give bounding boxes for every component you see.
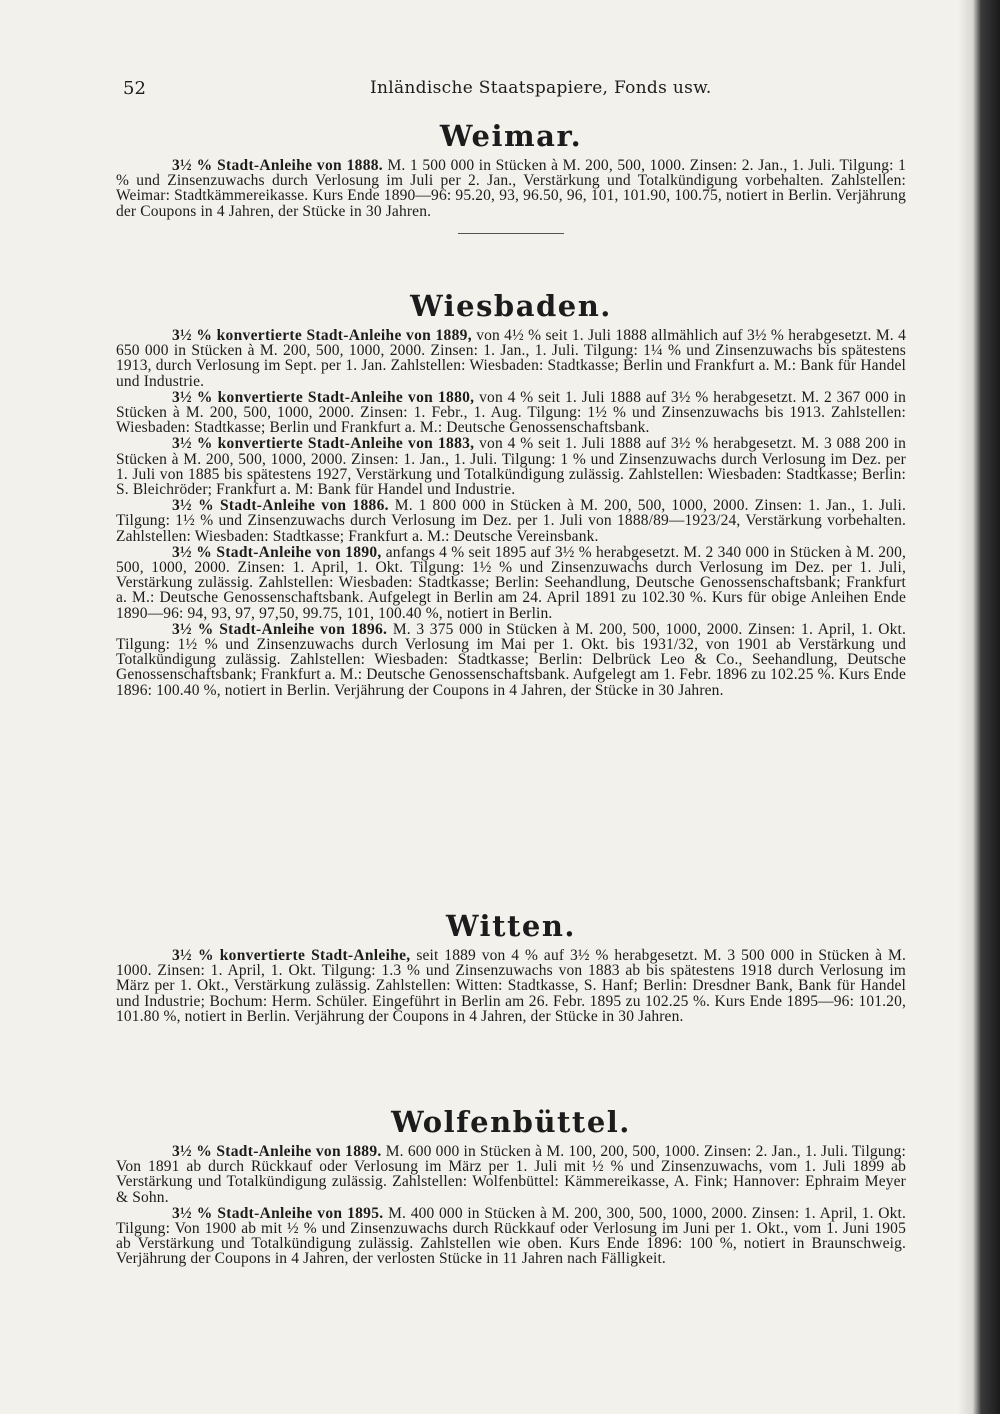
loan-title: 3½ % konvertierte Stadt-Anleihe von 1883,	[172, 435, 475, 453]
city-heading: Witten.	[446, 909, 576, 943]
loan-entry	[116, 948, 906, 1024]
loan-title: 3½ % konvertierte Stadt-Anleihe von 1889,	[172, 327, 472, 344]
city-heading: Wolfenbüttel.	[391, 1105, 631, 1139]
section-wiesbaden	[116, 290, 906, 698]
loan-text: von 4 % seit 1. Juli 1888 auf 3½ % herabgesetzt. M. 2 367 000 in Stücken à M. 200, 500, 1000, 2000. Zinsen: 1. Febr., 1. Aug. Tilgung: 1½ % und Zinsenzuwachs bis 1913. Zahlstellen: Wiesbaden: Stadtkasse; Berlin und Frankfurt a. M.: Deutsche Genossenschaftsbank.	[116, 388, 906, 437]
loan-title: 3½ % konvertierte Stadt-Anleihe von 1880,	[172, 388, 475, 406]
loan-entry	[116, 498, 906, 544]
loan-text: von 4½ % seit 1. Juli 1888 allmählich auf 3½ % herabgesetzt. M. 4 650 000 in Stücken à M. 200, 500, 1000, 2000. Zinsen: 1. Jan., 1. Juli. Tilgung: 1¼ % und Zinsenzuwachs bis spätestens 1913, durch Verlosung im Sept. per 1. Jan. Zahlstellen: Wiesbaden: Stadtkasse; Berlin und Frankfurt a. M.: Bank für Handel und Industrie.	[116, 327, 906, 390]
loan-text: M. 1 500 000 in Stücken à M. 200, 500, 1000. Zinsen: 2. Jan., 1. Juli. Tilgung: 1 % und Zinsenzuwachs durch Verlosung im Juli per 2. Jan., Verstärkung und Totalkündigung vorbehalten. Zahlstellen: Weimar: Stadtkämmereikasse. Kurs Ende 1890—96: 95.20, 93, 96.50, 96, 101, 101.90, 100.75, notiert in Berlin. Verjährung der Coupons in 4 Jahren, der Stücke in 30 Jahren.	[116, 157, 906, 220]
loan-text: M. 400 000 in Stücken à M. 200, 300, 500, 1000, 2000. Zinsen: 1. April, 1. Okt. Tilgung: Von 1900 ab mit ½ % und Zinsenzuwachs durch Rückkauf oder Verlosung im Juni per 1. Okt., vom 1. Juni 1905 ab Verstärkung und Totalkündigung zulässig. Zahlstellen wie oben. Kurs Ende 1896: 100 %, notiert in Braunschweig. Verjährung der Coupons in 4 Jahren, der verlosten Stücke in 11 Jahren nach Fälligkeit.	[116, 1204, 906, 1268]
loan-entry	[116, 545, 906, 621]
loan-entry	[116, 1144, 906, 1205]
loan-entry	[116, 1206, 906, 1267]
loan-title: 3½ % Stadt-Anleihe von 1895.	[172, 1204, 384, 1222]
loan-text: seit 1889 von 4 % auf 3½ % herabgesetzt. M. 3 500 000 in Stücken à M. 1000. Zinsen: 1. April, 1. Okt. Tilgung: 1.3 % und Zinsenzuwachs von 1883 ab bis spätestens 1918 durch Verlosung im März per 1. Okt., Verstärkung zulässig. Zahlstellen: Witten: Stadtkasse, S. Hanf; Berlin: Dresdner Bank, Bank für Handel und Industrie; Bochum: Herm. Schüler. Eingeführt in Berlin am 26. Febr. 1895 zu 102.25 %. Kurs Ende 1895—96: 101.20, 101.80 %, notiert in Berlin. Verjährung der Coupons in 4 Jahren, der Stücke in 30 Jahren.	[116, 947, 906, 1025]
loan-entry	[116, 328, 906, 389]
section-divider	[458, 233, 564, 234]
loan-text: M. 1 800 000 in Stücken à M. 200, 500, 1000, 2000. Zinsen: 1. Jan., 1. Juli. Tilgung: 1½ % und Zinsenzuwachs durch Verlosung im Dez. per 1. Juli von 1888/89—1923/24, Verstärkung vorbehalten. Zahlstellen: Wiesbaden: Stadtkasse; Frankfurt a. M.: Deutsche Vereinsbank.	[116, 497, 906, 545]
section-wolfenbuettel	[116, 1106, 906, 1267]
loan-text: von 4 % seit 1. Juli 1888 auf 3½ % herabgesetzt. M. 3 088 200 in Stücken à M. 200, 500, 1000, 2000. Zinsen: 1. Jan., 1. Juli. Tilgung: 1 % und Zinsenzuwachs durch Verlosung im Dez. per 1. Juli von 1885 bis spätestens 1927, Verstärkung und Totalkündigung zulässig. Zahlstellen: Wiesbaden: Stadtkasse; Berlin: S. Bleichröder; Frankfurt a. M: Bank für Handel und Industrie.	[116, 435, 906, 499]
page-header	[123, 78, 903, 108]
section-weimar	[116, 120, 906, 234]
loan-title: 3½ % Stadt-Anleihe von 1886.	[172, 497, 389, 515]
loan-entry	[116, 390, 906, 436]
city-heading: Wiesbaden.	[410, 289, 612, 323]
loan-title: 3½ % konvertierte Stadt-Anleihe,	[172, 947, 411, 964]
loan-text: M. 600 000 in Stücken à M. 100, 200, 500, 1000. Zinsen: 2. Jan., 1. Juli. Tilgung: Von 1891 ab durch Rückkauf oder Verlosung im März per 1. Juli mit ½ % und Zinsenzuwachs, vom 1. Juli 1899 ab Verstärkung und Totalkündigung zulässig. Zahlstellen: Wolfenbüttel: Kämmereikasse, A. Fink; Hannover: Ephraim Meyer & Sohn.	[116, 1143, 906, 1206]
page-number: 52	[123, 78, 146, 99]
section-witten	[116, 910, 906, 1024]
loan-entry	[116, 622, 906, 698]
loan-entry	[116, 436, 906, 497]
loan-text: anfangs 4 % seit 1895 auf 3½ % herabgesetzt. M. 2 340 000 in Stücken à M. 200, 500, 1000, 2000. Zinsen: 1. April, 1. Okt. Tilgung: 1½ % und Zinsenzuwachs durch Verlosung im Dez. per 1. Juli, Verstärkung zulässig. Zahlstellen: Wiesbaden: Stadtkasse; Berlin: Seehandlung, Deutsche Genossenschaftsbank; Frankfurt a. M.: Deutsche Genossenschaftsbank. Aufgelegt in Berlin am 24. April 1891 zu 102.30 %. Kurs für obige Anleihen Ende 1890—96: 94, 93, 97, 97,50, 99.75, 101, 100.40 %, notiert in Berlin.	[116, 543, 906, 622]
loan-entry	[116, 158, 906, 219]
loan-title: 3½ % Stadt-Anleihe von 1896.	[172, 620, 388, 638]
loan-title: 3½ % Stadt-Anleihe von 1889.	[172, 1143, 382, 1160]
loan-title: 3½ % Stadt-Anleihe von 1890,	[172, 543, 382, 561]
loan-title: 3½ % Stadt-Anleihe von 1888.	[172, 157, 383, 174]
city-heading: Weimar.	[439, 119, 583, 153]
running-head: Inländische Staatspapiere, Fonds usw.	[370, 78, 712, 98]
loan-text: M. 3 375 000 in Stücken à M. 200, 500, 1000, 2000. Zinsen: 1. April, 1. Okt. Tilgung: 1½ % und Zinsenzuwachs durch Verlosung im Mai per 1. Okt. bis 1931/32, von 1901 ab Verstärkung und Totalkündigung zulässig. Zahlstellen: Wiesbaden: Stadtkasse; Berlin: Delbrück Leo & Co., Seehandlung, Deutsche Genossenschaftsbank; Frankfurt a. M.: Deutsche Genossenschaftsbank. Aufgelegt am 1. Febr. 1896 zu 102.25 %. Kurs Ende 1896: 100.40 %, notiert in Berlin. Verjährung der Coupons in 4 Jahren, der Stücke in 30 Jahren.	[116, 620, 906, 699]
page-edge-shadow	[958, 0, 1000, 1414]
